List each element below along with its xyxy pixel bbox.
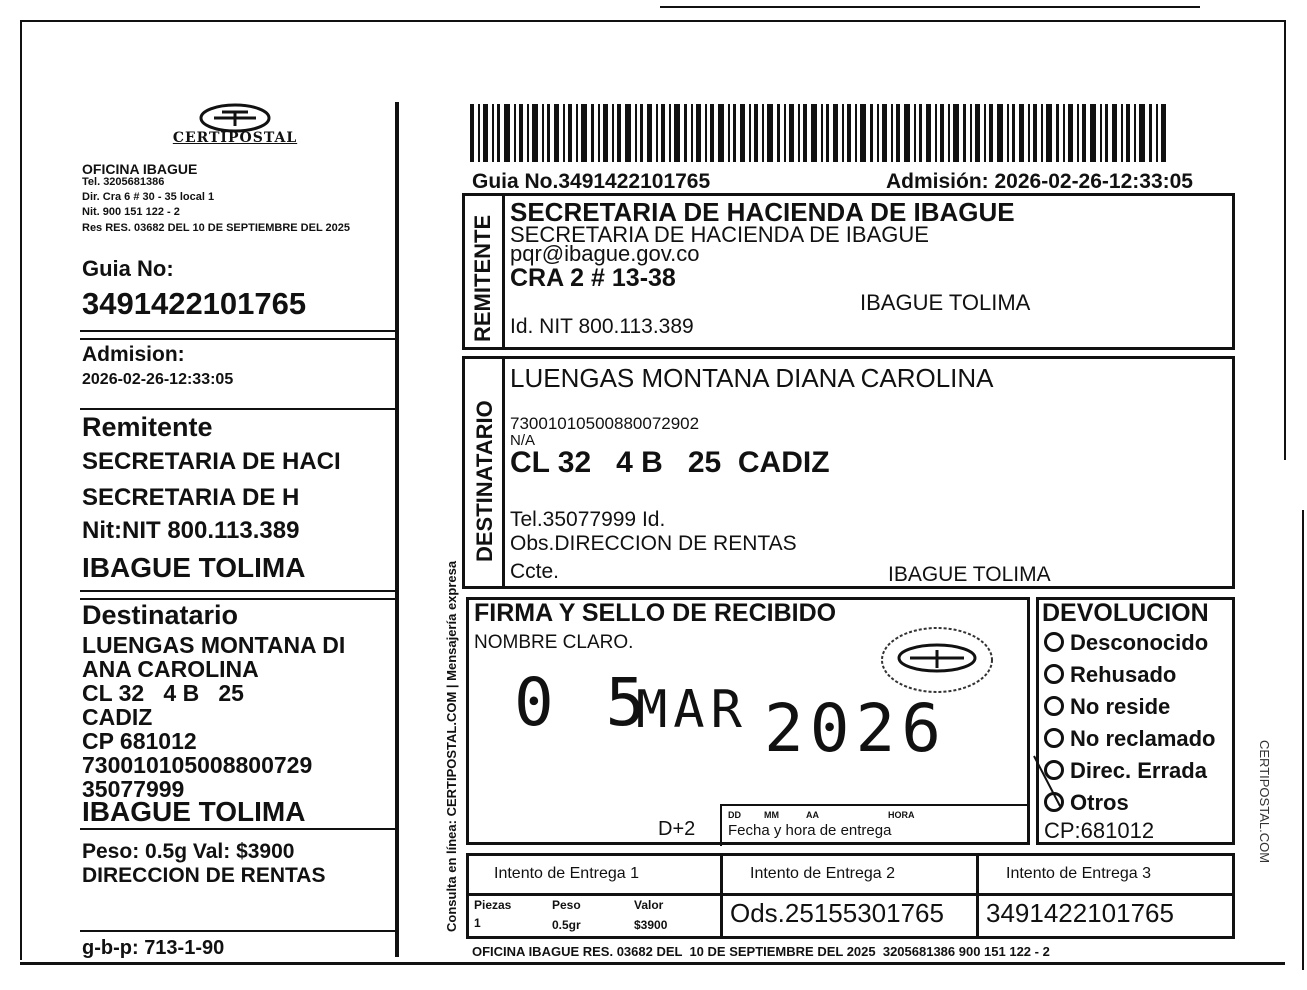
devolucion-option-label: No reclamado bbox=[1070, 726, 1216, 751]
office-dir: Dir. Cra 6 # 30 - 35 local 1 bbox=[82, 191, 215, 203]
left-remitente-line-2: SECRETARIA DE H bbox=[82, 484, 300, 511]
scan-edge-left bbox=[20, 20, 22, 960]
left-remitente-line-1: SECRETARIA DE HACI bbox=[82, 448, 341, 475]
devolucion-option-label: Desconocido bbox=[1070, 630, 1209, 655]
destinatario-ccte: Ccte. bbox=[510, 560, 560, 583]
scan-edge-top-right bbox=[660, 6, 1200, 8]
office-res: Res RES. 03682 DEL 10 DE SEPTIEMBRE DEL 2025 bbox=[82, 222, 350, 234]
remitente-side-label: REMITENTE bbox=[470, 214, 495, 342]
peso-value: 0.5gr bbox=[552, 918, 581, 932]
piezas-value: 1 bbox=[474, 916, 481, 930]
intentos-row-divider bbox=[466, 893, 1235, 896]
left-destinatario-line-8: IBAGUE TOLIMA bbox=[82, 796, 306, 827]
fecha-mm: MM bbox=[764, 810, 779, 820]
destinatario-side-label: DESTINATARIO bbox=[472, 400, 497, 562]
stamp-month: MAR bbox=[636, 680, 748, 740]
destinatario-obs: Obs.DIRECCION DE RENTAS bbox=[510, 532, 797, 555]
destinatario-code: 73001010500880072902 bbox=[510, 414, 700, 433]
devolucion-option-label: Rehusado bbox=[1070, 662, 1177, 687]
barcode-icon bbox=[470, 104, 1170, 162]
intentos-guia-value: 3491422101765 bbox=[986, 898, 1174, 928]
seal-icon bbox=[878, 624, 996, 696]
devolucion-cp: CP:681012 bbox=[1044, 818, 1155, 843]
left-obs-line: DIRECCION DE RENTAS bbox=[82, 864, 326, 887]
office-nit: Nit. 900 151 122 - 2 bbox=[82, 206, 180, 218]
devolucion-option-label: No reside bbox=[1070, 694, 1171, 719]
left-gbp: g-b-p: 713-1-90 bbox=[82, 937, 225, 959]
radio-icon bbox=[1044, 664, 1064, 684]
left-peso-line: Peso: 0.5g Val: $3900 bbox=[82, 840, 295, 863]
left-admision-label: Admision: bbox=[82, 343, 185, 366]
scan-edge-right-lower bbox=[1302, 510, 1304, 970]
destinatario-address: CL 32 4 B 25 CADIZ bbox=[510, 446, 830, 479]
remitente-id: Id. NIT 800.113.389 bbox=[510, 315, 694, 338]
devolucion-option-label: Direc. Errada bbox=[1070, 758, 1207, 783]
left-destinatario-line-4: CADIZ bbox=[82, 704, 153, 730]
destinatario-tel: Tel.35077999 Id. bbox=[510, 508, 666, 531]
scan-edge-right bbox=[1284, 20, 1286, 460]
firma-title: FIRMA Y SELLO DE RECIBIDO bbox=[474, 599, 837, 627]
destinatario-na: N/A bbox=[510, 432, 536, 449]
scan-edge-bottom bbox=[20, 962, 1285, 965]
devolucion-title: DEVOLUCION bbox=[1042, 599, 1209, 627]
left-remitente-line-3: Nit:NIT 800.113.389 bbox=[82, 517, 300, 544]
left-destinatario-line-2: ANA CAROLINA bbox=[82, 656, 259, 682]
left-remitente-line-4: IBAGUE TOLIMA bbox=[82, 552, 306, 583]
intento-2-label: Intento de Entrega 2 bbox=[750, 865, 895, 882]
office-name: OFICINA IBAGUE bbox=[82, 161, 198, 177]
check-mark-icon bbox=[1030, 752, 1070, 812]
gbp-rule bbox=[80, 930, 398, 932]
peso-label: Peso bbox=[552, 898, 581, 912]
scan-edge-top bbox=[20, 20, 1285, 22]
left-destinatario-line-7: 35077999 bbox=[82, 776, 185, 802]
devolucion-option-no-reclamado[interactable] bbox=[1044, 726, 1216, 752]
left-guia-label: Guia No: bbox=[82, 256, 174, 281]
received-stamp-seal bbox=[878, 624, 996, 696]
radio-icon bbox=[1044, 632, 1064, 652]
left-destinatario-line-6: 73001010500880072​9 bbox=[82, 752, 313, 778]
intentos-col-divider-2 bbox=[976, 853, 979, 939]
valor-value: $3900 bbox=[634, 918, 668, 932]
remitente-city: IBAGUE TOLIMA bbox=[860, 290, 1031, 315]
ods-value: Ods.25155301765 bbox=[730, 898, 944, 928]
left-remitente-label: Remitente bbox=[82, 412, 213, 442]
office-tel: Tel. 3205681386 bbox=[82, 176, 165, 188]
certipostal-logo bbox=[150, 100, 320, 152]
devolucion-check-mark bbox=[1030, 752, 1070, 812]
fecha-dd: DD bbox=[728, 810, 741, 820]
left-destinatario-label: Destinatario bbox=[82, 600, 239, 630]
fecha-aa: AA bbox=[806, 810, 819, 820]
barcode bbox=[470, 104, 1170, 162]
intento-1-label: Intento de Entrega 1 bbox=[494, 865, 639, 882]
left-destinatario-line-5: CP 681012 bbox=[82, 728, 197, 754]
left-admision-value: 2026-02-26-12:33:05 bbox=[82, 371, 234, 388]
fecha-label: Fecha y hora de entrega bbox=[728, 822, 892, 839]
vertical-consulta-text: Consulta en línea: CERTIPOSTAL.COM | Mensajería expresa bbox=[444, 560, 459, 932]
devolucion-option-label: Otros bbox=[1070, 790, 1129, 815]
firma-d2: D+2 bbox=[658, 818, 696, 840]
remitente-address: CRA 2 # 13-38 bbox=[510, 264, 676, 292]
remitente-name: SECRETARIA DE HACIENDA DE IBAGUE bbox=[510, 197, 1015, 227]
left-destinatario-line-3: CL 32 4 B 25 bbox=[82, 680, 244, 706]
piezas-label: Piezas bbox=[474, 898, 512, 912]
devolucion-option-no-reside[interactable] bbox=[1044, 694, 1170, 720]
fecha-hora: HORA bbox=[888, 810, 915, 820]
devolucion-option-desconocido[interactable] bbox=[1044, 630, 1208, 656]
destinatario-name: LUENGAS MONTANA DIANA CAROLINA bbox=[510, 363, 994, 393]
radio-icon bbox=[1044, 696, 1064, 716]
left-guia-value: 3491422101765 bbox=[82, 286, 307, 321]
stamp-year: 2026 bbox=[764, 690, 947, 767]
radio-icon bbox=[1044, 728, 1064, 748]
remitente-name-2: SECRETARIA DE HACIENDA DE IBAGUE bbox=[510, 222, 929, 247]
logo-brand-text: CERTIPOSTAL bbox=[172, 130, 298, 146]
stamp-day: 0 5 bbox=[514, 664, 652, 741]
remitente-email: pqr@ibague.gov.co bbox=[510, 241, 700, 266]
valor-label: Valor bbox=[634, 898, 664, 912]
intentos-col-divider-1 bbox=[720, 853, 723, 939]
intento-3-label: Intento de Entrega 3 bbox=[1006, 865, 1151, 882]
header-admision: Admisión: 2026-02-26-12:33:05 bbox=[886, 170, 1193, 193]
destinatario-city: IBAGUE TOLIMA bbox=[888, 563, 1051, 586]
devolucion-option-rehusado[interactable] bbox=[1044, 662, 1176, 688]
destinatario-label-divider bbox=[502, 356, 505, 589]
firma-nombre: NOMBRE CLARO. bbox=[474, 632, 634, 653]
header-guia: Guia No.3491422101765 bbox=[472, 170, 711, 193]
remitente-label-divider bbox=[502, 193, 505, 350]
left-destinatario-line-1: LUENGAS MONTANA DI bbox=[82, 632, 346, 658]
footer-text: OFICINA IBAGUE RES. 03682 DEL 10 DE SEPTIEMBRE DEL 2025 3205681386 900 151 122 - 2 bbox=[472, 944, 1050, 959]
edge-partial-text: CERTIPOSTAL.COM bbox=[1257, 740, 1272, 864]
